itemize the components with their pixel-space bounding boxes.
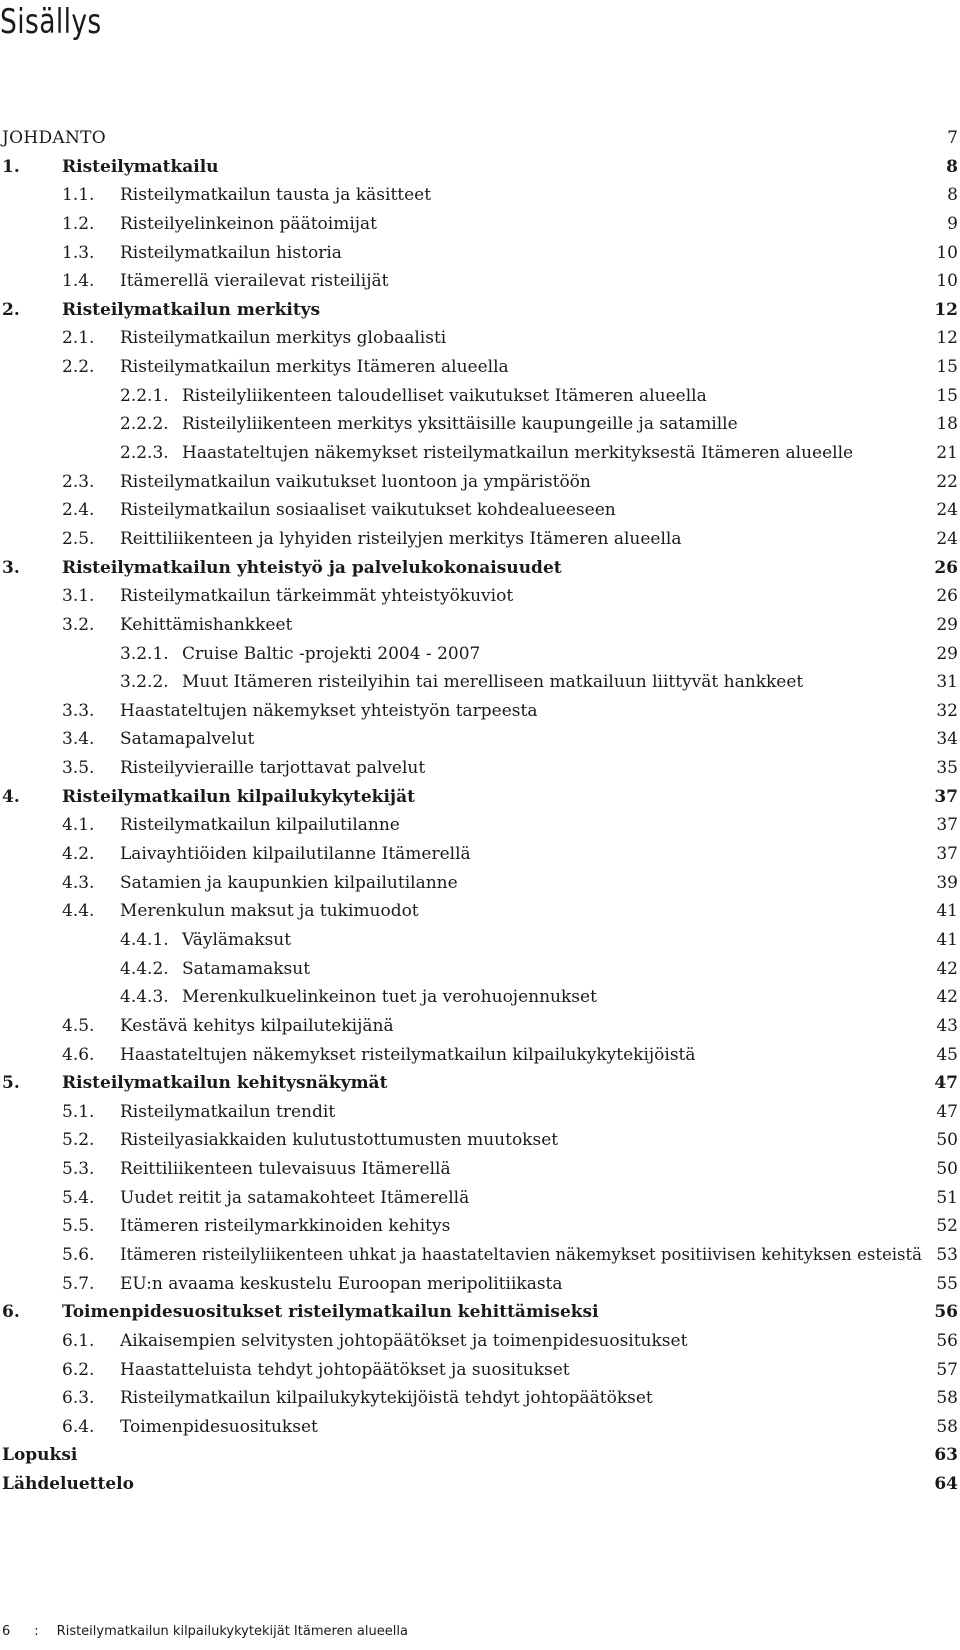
toc-entry-title: Satamien ja kaupunkien kilpailutilanne xyxy=(120,872,458,893)
toc-entry-title: Itämeren risteilyliikenteen uhkat ja haastateltavien näkemykset positiivisen kehityksen esteistä xyxy=(120,1244,923,1265)
toc-entry[interactable] xyxy=(0,1470,960,1499)
toc-entry-number: 4.5. xyxy=(62,1015,95,1036)
toc-entry-page: 12 xyxy=(934,299,958,320)
toc-entry-title: Laivayhtiöiden kilpailutilanne Itämerellä xyxy=(120,844,471,865)
toc-entry[interactable] xyxy=(0,955,960,984)
toc-entry-title: Reittiliikenteen tulevaisuus Itämerellä xyxy=(120,1159,451,1180)
toc-entry-number: 6. xyxy=(2,1302,20,1323)
toc-entry[interactable] xyxy=(0,1298,960,1327)
toc-entry-number: 3.2. xyxy=(62,614,95,635)
toc-entry-title: Risteilymatkailun kilpailukykytekijöistä tehdyt johtopäätökset xyxy=(120,1388,653,1409)
table-of-contents xyxy=(0,124,960,1499)
toc-entry-title: Risteilymatkailun sosiaaliset vaikutukset kohdealueeseen xyxy=(120,500,616,521)
toc-entry-page: 22 xyxy=(936,471,958,492)
toc-entry-page: 26 xyxy=(936,586,958,607)
toc-entry-page: 26 xyxy=(934,557,958,578)
toc-entry-page: 37 xyxy=(936,844,958,865)
toc-entry[interactable] xyxy=(0,1069,960,1098)
toc-entry-title: Haastatteluista tehdyt johtopäätökset ja suositukset xyxy=(120,1359,570,1380)
toc-entry[interactable] xyxy=(0,353,960,382)
toc-entry[interactable] xyxy=(0,410,960,439)
toc-entry-number: 2.3. xyxy=(62,471,95,492)
toc-entry[interactable] xyxy=(0,296,960,325)
toc-entry-title: Itämeren risteilymarkkinoiden kehitys xyxy=(120,1216,451,1237)
toc-entry[interactable] xyxy=(0,983,960,1012)
toc-entry-title: Risteilymatkailun tausta ja käsitteet xyxy=(120,185,432,206)
toc-entry-page: 41 xyxy=(936,901,958,922)
toc-entry[interactable] xyxy=(0,468,960,497)
page-footer xyxy=(2,1624,408,1639)
toc-entry-title: Itämerellä vierailevat risteilijät xyxy=(120,271,389,292)
toc-entry-page: 52 xyxy=(936,1216,958,1237)
toc-entry-page: 18 xyxy=(936,414,958,435)
toc-entry-number: 3.2.1. xyxy=(120,643,169,664)
toc-entry-number: 1.4. xyxy=(62,271,95,292)
toc-entry-number: 4. xyxy=(2,786,20,807)
toc-entry-number: 2.5. xyxy=(62,528,95,549)
toc-entry-page: 63 xyxy=(934,1445,958,1466)
toc-entry-page: 42 xyxy=(936,958,958,979)
toc-entry-number: 4.3. xyxy=(62,872,95,893)
toc-entry-number: 4.2. xyxy=(62,844,95,865)
toc-entry-title: Risteilymatkailun kehitysnäkymät xyxy=(62,1073,388,1094)
toc-entry-number: 2.1. xyxy=(62,328,95,349)
toc-entry[interactable] xyxy=(0,869,960,898)
toc-entry-title: Aikaisempien selvitysten johtopäätökset ja toimenpidesuositukset xyxy=(120,1330,688,1351)
toc-entry-number: 2. xyxy=(2,299,20,320)
toc-entry[interactable] xyxy=(0,582,960,611)
toc-entry-page: 10 xyxy=(936,242,958,263)
toc-entry-title: Lähdeluettelo xyxy=(2,1474,134,1495)
toc-entry-page: 21 xyxy=(936,443,958,464)
toc-entry-title: Risteilyelinkeinon päätoimijat xyxy=(120,213,378,234)
toc-entry[interactable] xyxy=(0,1126,960,1155)
toc-entry-page: 58 xyxy=(936,1416,958,1437)
toc-entry[interactable] xyxy=(0,640,960,669)
toc-entry[interactable] xyxy=(0,1384,960,1413)
toc-entry-title: Risteilymatkailun historia xyxy=(120,242,342,263)
toc-entry-page: 47 xyxy=(934,1073,958,1094)
toc-entry[interactable] xyxy=(0,783,960,812)
toc-entry-number: 3.3. xyxy=(62,700,95,721)
toc-entry[interactable] xyxy=(0,1184,960,1213)
toc-entry[interactable] xyxy=(0,1270,960,1299)
toc-entry-title: Risteilymatkailun tärkeimmät yhteistyökuviot xyxy=(120,586,514,607)
toc-entry[interactable] xyxy=(0,1155,960,1184)
toc-entry-title: Risteilymatkailu xyxy=(62,156,219,177)
toc-entry-number: 6.4. xyxy=(62,1416,95,1437)
toc-entry-number: 5.3. xyxy=(62,1159,95,1180)
toc-entry-number: 3. xyxy=(2,557,20,578)
toc-entry-page: 42 xyxy=(936,987,958,1008)
toc-entry-number: 2.2.2. xyxy=(120,414,169,435)
toc-entry-page: 50 xyxy=(936,1130,958,1151)
toc-entry-number: 5.6. xyxy=(62,1244,95,1265)
toc-entry-page: 37 xyxy=(934,786,958,807)
toc-entry[interactable] xyxy=(0,210,960,239)
toc-entry-number: 2.2.3. xyxy=(120,443,169,464)
toc-entry-title: Satamamaksut xyxy=(182,958,311,979)
toc-entry[interactable] xyxy=(0,181,960,210)
toc-entry-number: 1.2. xyxy=(62,213,95,234)
toc-entry-number: 2.2.1. xyxy=(120,385,169,406)
toc-entry-number: 6.1. xyxy=(62,1330,95,1351)
toc-entry[interactable] xyxy=(0,1012,960,1041)
toc-entry[interactable] xyxy=(0,153,960,182)
toc-entry-title: Risteilymatkailun merkitys globaalisti xyxy=(120,328,447,349)
toc-entry-title: JOHDANTO xyxy=(2,128,107,148)
toc-entry-number: 3.2.2. xyxy=(120,672,169,693)
toc-entry-page: 56 xyxy=(934,1302,958,1323)
toc-entry-page: 35 xyxy=(936,758,958,779)
toc-entry-page: 51 xyxy=(936,1187,958,1208)
toc-entry[interactable] xyxy=(0,1441,960,1470)
toc-entry[interactable] xyxy=(0,267,960,296)
toc-entry[interactable] xyxy=(0,239,960,268)
toc-entry-title: Reittiliikenteen ja lyhyiden risteilyjen merkitys Itämeren alueella xyxy=(120,528,682,549)
toc-entry[interactable] xyxy=(0,124,960,153)
toc-entry-title: Toimenpidesuositukset risteilymatkailun kehittämiseksi xyxy=(62,1302,599,1323)
toc-entry-title: Lopuksi xyxy=(2,1445,78,1466)
toc-entry-title: Risteilymatkailun merkitys Itämeren alueella xyxy=(120,357,509,378)
toc-entry-title: Risteilymatkailun vaikutukset luontoon ja ympäristöön xyxy=(120,471,591,492)
toc-entry-number: 3.4. xyxy=(62,729,95,750)
toc-entry-number: 5.1. xyxy=(62,1101,95,1122)
toc-entry-title: Satamapalvelut xyxy=(120,729,255,750)
toc-entry-page: 57 xyxy=(936,1359,958,1380)
toc-entry-title: Risteilymatkailun merkitys xyxy=(62,299,321,320)
toc-entry-title: Haastateltujen näkemykset risteilymatkailun kilpailukykytekijöistä xyxy=(120,1044,696,1065)
toc-entry-title: Risteilyliikenteen merkitys yksittäisille kaupungeille ja satamille xyxy=(182,414,738,435)
toc-entry-title: Toimenpidesuositukset xyxy=(120,1416,318,1437)
toc-entry-title: Risteilymatkailun yhteistyö ja palvelukokonaisuudet xyxy=(62,557,562,578)
toc-entry-page: 34 xyxy=(936,729,958,750)
toc-entry-number: 2.4. xyxy=(62,500,95,521)
footer-page-number: 6 xyxy=(2,1624,11,1639)
toc-entry-number: 4.4.2. xyxy=(120,958,169,979)
toc-entry[interactable] xyxy=(0,1241,960,1270)
toc-entry-title: Cruise Baltic -projekti 2004 - 2007 xyxy=(182,643,481,664)
toc-entry-title: Uudet reitit ja satamakohteet Itämerellä xyxy=(120,1187,470,1208)
toc-entry-page: 32 xyxy=(936,700,958,721)
toc-entry-title: Risteilymatkailun kilpailukykytekijät xyxy=(62,786,415,807)
toc-entry-title: Merenkulun maksut ja tukimuodot xyxy=(120,901,419,922)
toc-entry-page: 31 xyxy=(936,672,958,693)
toc-entry-page: 56 xyxy=(936,1330,958,1351)
toc-entry-title: EU:n avaama keskustelu Euroopan meripolitiikasta xyxy=(120,1273,563,1294)
toc-entry-number: 1. xyxy=(2,156,20,177)
toc-entry[interactable] xyxy=(0,496,960,525)
toc-entry[interactable] xyxy=(0,897,960,926)
toc-entry-page: 58 xyxy=(936,1388,958,1409)
toc-entry-page: 37 xyxy=(936,815,958,836)
toc-entry[interactable] xyxy=(0,811,960,840)
toc-entry-page: 7 xyxy=(947,128,958,148)
toc-entry-title: Väylämaksut xyxy=(182,929,292,950)
toc-entry[interactable] xyxy=(0,324,960,353)
toc-entry-number: 4.4.1. xyxy=(120,929,169,950)
toc-entry[interactable] xyxy=(0,1413,960,1442)
toc-entry-number: 5.4. xyxy=(62,1187,95,1208)
toc-entry[interactable] xyxy=(0,1098,960,1127)
toc-entry-page: 12 xyxy=(936,328,958,349)
toc-entry[interactable] xyxy=(0,382,960,411)
toc-entry-page: 9 xyxy=(947,213,958,234)
toc-entry[interactable] xyxy=(0,525,960,554)
toc-entry-page: 15 xyxy=(936,385,958,406)
toc-entry-number: 6.2. xyxy=(62,1359,95,1380)
toc-entry-page: 15 xyxy=(936,357,958,378)
toc-entry[interactable] xyxy=(0,1327,960,1356)
toc-entry-number: 4.4. xyxy=(62,901,95,922)
toc-entry-page: 8 xyxy=(947,185,958,206)
toc-entry-page: 43 xyxy=(936,1015,958,1036)
toc-entry-page: 24 xyxy=(936,500,958,521)
footer-running-title: Risteilymatkailun kilpailukykytekijät Itämeren alueella xyxy=(56,1624,408,1639)
toc-entry-number: 3.5. xyxy=(62,758,95,779)
toc-entry-number: 4.4.3. xyxy=(120,987,169,1008)
toc-entry-number: 5. xyxy=(2,1073,20,1094)
toc-entry-page: 64 xyxy=(934,1474,958,1495)
toc-entry-title: Muut Itämeren risteilyihin tai merelliseen matkailuun liittyvät hankkeet xyxy=(182,672,804,693)
toc-entry-title: Kehittämishankkeet xyxy=(120,614,293,635)
toc-entry-page: 45 xyxy=(936,1044,958,1065)
toc-entry-title: Risteilyvieraille tarjottavat palvelut xyxy=(120,758,426,779)
toc-entry-title: Risteilymatkailun trendit xyxy=(120,1101,336,1122)
toc-entry-number: 5.7. xyxy=(62,1273,95,1294)
toc-entry-title: Haastateltujen näkemykset yhteistyön tarpeesta xyxy=(120,700,538,721)
toc-entry-page: 50 xyxy=(936,1159,958,1180)
toc-entry-number: 1.1. xyxy=(62,185,95,206)
toc-entry-title: Risteilyliikenteen taloudelliset vaikutukset Itämeren alueella xyxy=(182,385,707,406)
toc-entry-number: 6.3. xyxy=(62,1388,95,1409)
toc-entry-number: 4.1. xyxy=(62,815,95,836)
toc-entry-page: 53 xyxy=(936,1244,958,1265)
toc-entry[interactable] xyxy=(0,840,960,869)
toc-entry-number: 4.6. xyxy=(62,1044,95,1065)
toc-entry[interactable] xyxy=(0,754,960,783)
toc-entry[interactable] xyxy=(0,554,960,583)
toc-entry-page: 41 xyxy=(936,929,958,950)
toc-entry-number: 1.3. xyxy=(62,242,95,263)
toc-entry-title: Haastateltujen näkemykset risteilymatkailun merkityksestä Itämeren alueelle xyxy=(182,443,854,464)
toc-entry[interactable] xyxy=(0,1356,960,1385)
toc-entry-page: 29 xyxy=(936,643,958,664)
toc-entry-number: 5.2. xyxy=(62,1130,95,1151)
toc-entry-page: 10 xyxy=(936,271,958,292)
toc-entry[interactable] xyxy=(0,668,960,697)
toc-entry[interactable] xyxy=(0,926,960,955)
toc-entry-page: 55 xyxy=(936,1273,958,1294)
toc-entry[interactable] xyxy=(0,725,960,754)
toc-entry[interactable] xyxy=(0,1041,960,1070)
toc-entry-title: Risteilymatkailun kilpailutilanne xyxy=(120,815,400,836)
footer-separator: : xyxy=(34,1624,39,1639)
toc-entry[interactable] xyxy=(0,439,960,468)
page-title: Sisällys xyxy=(0,2,102,42)
toc-entry-page: 29 xyxy=(936,614,958,635)
toc-entry-number: 3.1. xyxy=(62,586,95,607)
toc-entry-title: Kestävä kehitys kilpailutekijänä xyxy=(120,1015,394,1036)
toc-entry[interactable] xyxy=(0,697,960,726)
toc-entry-title: Risteilyasiakkaiden kulutustottumusten muutokset xyxy=(120,1130,559,1151)
toc-entry-page: 8 xyxy=(946,156,958,177)
toc-entry[interactable] xyxy=(0,1212,960,1241)
toc-entry-page: 24 xyxy=(936,528,958,549)
toc-entry-number: 2.2. xyxy=(62,357,95,378)
toc-entry-number: 5.5. xyxy=(62,1216,95,1237)
toc-entry-title: Merenkulkuelinkeinon tuet ja verohuojennukset xyxy=(182,987,597,1008)
toc-entry-page: 39 xyxy=(936,872,958,893)
toc-entry[interactable] xyxy=(0,611,960,640)
toc-entry-page: 47 xyxy=(936,1101,958,1122)
